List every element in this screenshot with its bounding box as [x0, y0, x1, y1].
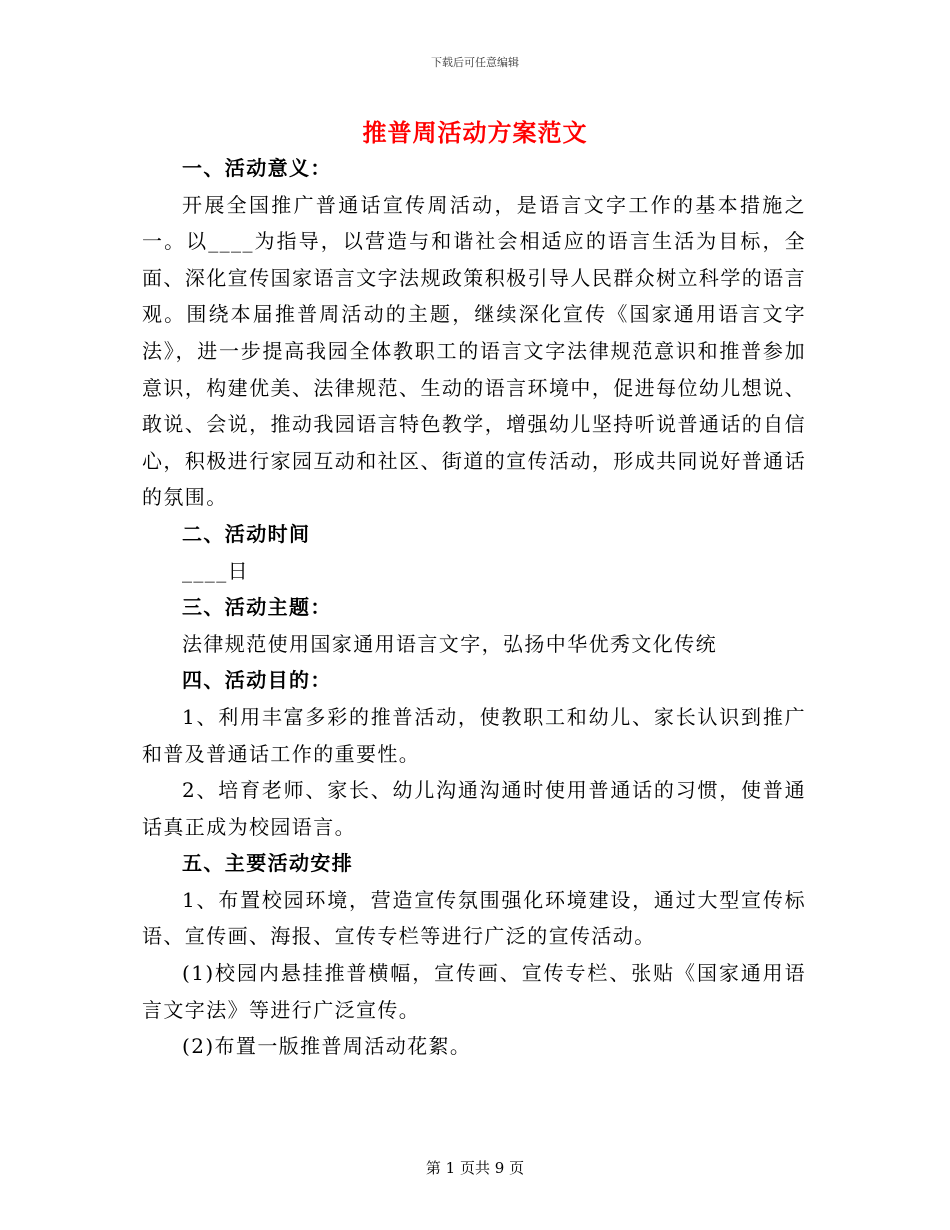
body-paragraph: 1、布置校园环境，营造宣传氛围强化环境建设，通过大型宣传标语、宣传画、海报、宣传专栏等进行广泛的宣传活动。: [142, 887, 806, 949]
body-paragraph: 法律规范使用国家通用语言文字，弘扬中华优秀文化传统: [182, 631, 717, 656]
body-paragraph: 1、利用丰富多彩的推普活动，使教职工和幼儿、家长认识到推广和普及普通话工作的重要性。: [142, 704, 806, 766]
section-heading: 一、活动意义：: [182, 156, 332, 180]
section-heading: 五、主要活动安排: [182, 851, 354, 876]
body-paragraph: (1)校园内悬挂推普横幅，宣传画、宣传专栏、张贴《国家通用语言文字法》等进行广泛宣传。: [142, 961, 806, 1022]
body-paragraph: (2)布置一版推普周活动花絮。: [182, 1034, 472, 1059]
page-footer: 第 1 页共 9 页: [425, 1159, 525, 1177]
body-paragraph: ____日: [182, 558, 249, 583]
document-body: [142, 150, 806, 1065]
body-paragraph: 2、培育老师、家长、幼儿沟通沟通时使用普通话的习惯，使普通话真正成为校园语言。: [142, 778, 806, 839]
page-header: 下载后可任意编辑: [431, 56, 519, 69]
section-heading: 四、活动目的：: [182, 668, 332, 693]
body-paragraph: 开展全国推广普通话宣传周活动，是语言文字工作的基本措施之一。以____为指导，以营造与和谐社会相适应的语言生活为目标，全面、深化宣传国家语言文字法规政策积极引导人民群众树立科学的语言观。围绕本届推普周活动的主题，继续深化宣传《国家通用语言文字法》，进一步提高我园全体教职工的语言文字法律规范意识和推普参加意识，构建优美、法律规范、生动的语言环境中，促进每位幼儿想说、敢说、会说，推动我园语言特色教学，增强幼儿坚持听说普通话的自信心，积极进行家园互动和社区、街道的宣传活动，形成共同说好普通话的氛围。: [142, 192, 806, 510]
section-heading: 三、活动主题：: [182, 595, 332, 620]
section-heading: 二、活动时间: [182, 521, 311, 546]
document-title: 推普周活动方案范文: [362, 118, 588, 147]
